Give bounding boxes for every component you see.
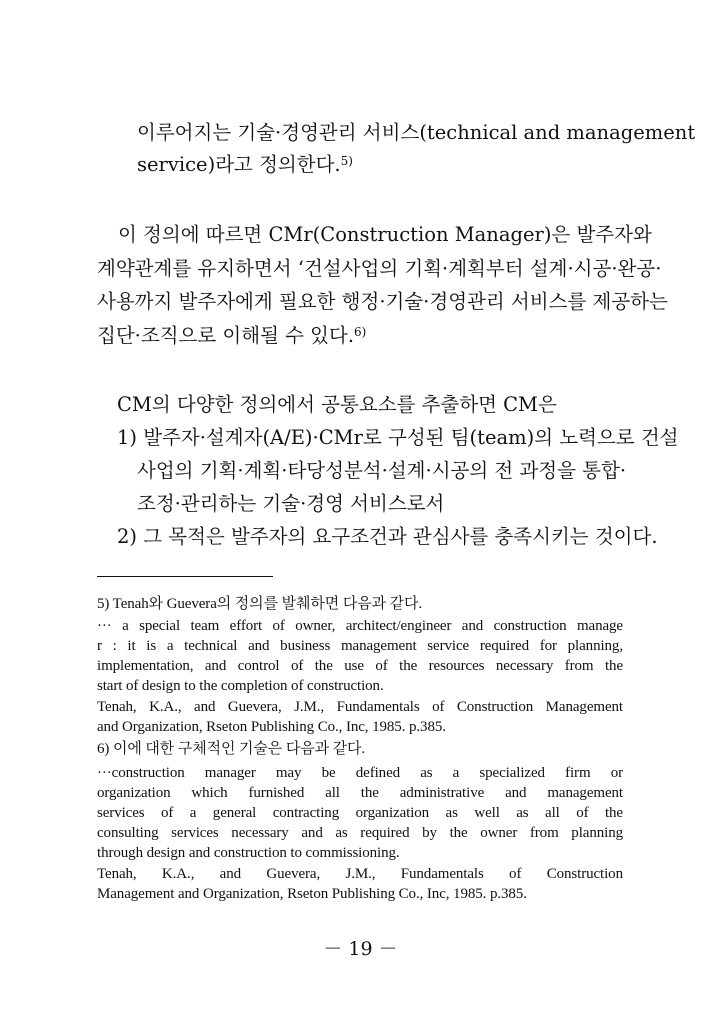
para2-line2: 계약관계를 유지하면서 ‘건설사업의 기획·계획부터 설계·시공·완공· bbox=[97, 257, 662, 280]
list-item-1-number: 1) bbox=[117, 426, 138, 449]
list-item-2-text: 그 목적은 발주자의 요구조건과 관심사를 충족시키는 것이다. bbox=[143, 525, 658, 548]
page-number: － 19 － bbox=[323, 938, 398, 960]
para1-line2-text: service)라고 정의한다. bbox=[137, 153, 341, 176]
footnote-6-title: 6) 이에 대한 구체적인 기술은 다음과 같다. bbox=[97, 741, 366, 757]
footnote-5-line: r : it is a technical and business management service required for planning, bbox=[97, 638, 623, 654]
para1-line1: 이루어지는 기술·경영관리 서비스(technical and management bbox=[137, 121, 696, 144]
footnote-separator bbox=[97, 576, 273, 577]
list-item-2-number: 2) bbox=[117, 525, 138, 548]
list-item-1 bbox=[117, 428, 679, 448]
footnote-5-citation: and Organization, Rseton Publishing Co., Inc, 1985. p.385. bbox=[97, 719, 446, 735]
footnote-5-line: start of design to the completion of construction. bbox=[97, 678, 384, 694]
footnote-6-line: ···construction manager may be defined as a specialized firm or bbox=[97, 765, 623, 781]
list-item-1-text: 발주자·설계자(A/E)·CMr로 구성된 팀(team)의 노력으로 건설 bbox=[143, 426, 679, 449]
footnote-6-line: consulting services necessary and as required by the owner from planning bbox=[97, 825, 623, 841]
footnote-6-citation: Tenah, K.A., and Guevera, J.M., Fundamentals of Construction bbox=[97, 866, 623, 882]
footnote-6-citation: Management and Organization, Rseton Publishing Co., Inc, 1985. p.385. bbox=[97, 886, 527, 902]
footnote-6-line: organization which furnished all the administrative and management bbox=[97, 785, 623, 801]
para2-line1: 이 정의에 따르면 CMr(Construction Manager)은 발주자와 bbox=[118, 223, 652, 246]
list-item-2 bbox=[117, 527, 658, 547]
footnote-6-line: through design and construction to commissioning. bbox=[97, 845, 400, 861]
para3-line1: CM의 다양한 정의에서 공통요소를 추출하면 CM은 bbox=[117, 393, 557, 416]
footnote-5-line: implementation, and control of the use of the resources necessary from the bbox=[97, 658, 623, 674]
footnote-5-title: 5) Tenah와 Guevera의 정의를 발췌하면 다음과 같다. bbox=[97, 596, 423, 612]
para1-line2 bbox=[137, 155, 353, 175]
list-item-1-line2: 사업의 기획·계획·타당성분석·설계·시공의 전 과정을 통합· bbox=[137, 459, 627, 482]
footnote-ref-5: 5) bbox=[340, 154, 353, 168]
footnote-5-citation: Tenah, K.A., and Guevera, J.M., Fundamentals of Construction Management bbox=[97, 699, 623, 715]
footnote-6-line: services of a general contracting organization as well as all of the bbox=[97, 805, 623, 821]
para2-line4 bbox=[97, 326, 366, 346]
para2-line4-text: 집단·조직으로 이해될 수 있다. bbox=[97, 324, 355, 347]
footnote-5-line: ··· a special team effort of owner, architect/engineer and construction manage bbox=[97, 618, 623, 634]
para2-line3: 사용까지 발주자에게 필요한 행정·기술·경영관리 서비스를 제공하는 bbox=[97, 290, 668, 313]
list-item-1-line3: 조정·관리하는 기술·경영 서비스로서 bbox=[137, 492, 445, 515]
footnote-ref-6: 6) bbox=[354, 325, 367, 339]
